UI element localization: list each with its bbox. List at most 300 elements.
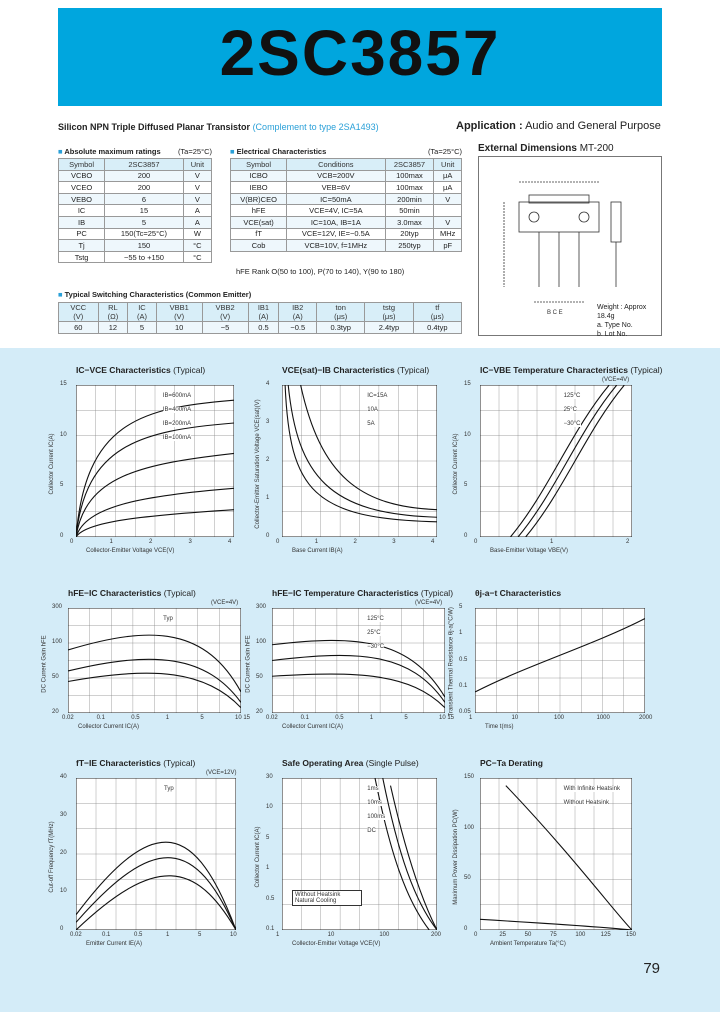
elec-cell: 20typ	[385, 228, 434, 240]
c3-plot	[480, 385, 632, 537]
abs-cell: A	[183, 216, 211, 228]
abs-cell: 5	[105, 216, 184, 228]
elec-cell: VEB=6V	[287, 182, 385, 194]
abs-max-cond: (Ta=25°C)	[177, 147, 212, 156]
c1-xtick: 2	[149, 539, 153, 545]
type-no: a. Type No.	[597, 322, 633, 329]
c3-ytick: 0	[464, 533, 468, 539]
c4-xlabel: Collector Current IC(A)	[78, 724, 140, 730]
c6-xtick: 1	[469, 715, 473, 721]
c9-xtick: 0	[474, 932, 478, 938]
c2-title	[282, 365, 429, 375]
elec-cell: μA	[434, 170, 462, 182]
package-name: MT-200	[579, 143, 614, 154]
abs-cell: 150	[105, 240, 184, 252]
table-row	[231, 182, 462, 194]
switching-title-text: Typical Switching Characteristics (Common Emitter)	[64, 290, 252, 299]
c4-xtick: 0.1	[96, 715, 105, 721]
abs-cell: VEBO	[59, 193, 105, 205]
c7-ytick: 0	[60, 926, 64, 932]
c9-title-text: PC−Ta Derating	[480, 758, 543, 768]
c5-xlabel: Collector Current IC(A)	[282, 724, 344, 730]
c8-xtick: 200	[431, 932, 442, 938]
c4-xtick: 5	[200, 715, 204, 721]
abs-header: Symbol	[59, 159, 105, 171]
elec-header: Unit	[434, 159, 462, 171]
c3-xlabel: Base-Emitter Voltage VBE(V)	[490, 548, 569, 554]
c9-xtick: 125	[600, 932, 611, 938]
sw-header-unit: (μs)	[430, 312, 444, 321]
description: Silicon NPN Triple Diffused Planar Transistor	[58, 122, 251, 132]
sw-cell: −5	[202, 322, 248, 334]
elec-cell: μA	[434, 182, 462, 194]
c5-ytick: 300	[256, 604, 267, 610]
c1-title-text: IC−VCE Characteristics	[76, 365, 171, 375]
c6-xtick: 2000	[639, 715, 653, 721]
abs-cell: 200	[105, 170, 184, 182]
abs-max-table	[58, 158, 212, 263]
c3-cond: (VCE=4V)	[602, 377, 630, 383]
abs-cell: °C	[183, 240, 211, 252]
sw-header-unit: (A)	[292, 312, 303, 321]
elec-cell: V(BR)CEO	[231, 193, 287, 205]
c5-xtick: 5	[404, 715, 408, 721]
c8-xtick: 100	[379, 932, 390, 938]
c2-series-line	[301, 385, 437, 510]
lot-no: b. Lot No.	[597, 331, 628, 338]
package-drawing	[478, 156, 662, 336]
c2-curve-label: 10A	[367, 407, 378, 413]
sw-cell: 0.5	[248, 322, 279, 334]
abs-cell: 150(Tc=25°C)	[105, 228, 184, 240]
c1-typical: (Typical)	[173, 365, 206, 375]
c2-xlabel: Base Current IB(A)	[292, 548, 343, 554]
c2-ytick: 1	[266, 495, 270, 501]
abs-cell: A	[183, 205, 211, 217]
c1-curve-label: IB=200mA	[162, 421, 192, 427]
abs-max-title: ■ Absolute maximum ratings (Ta=25°C)	[58, 147, 212, 156]
c4-ytick: 50	[52, 674, 59, 680]
elec-cell: pF	[434, 240, 462, 252]
elec-cell: 100max	[385, 182, 434, 194]
c1-ytick: 10	[60, 431, 67, 438]
abs-cell: Tstg	[59, 251, 105, 263]
c1-xtick: 1	[109, 539, 113, 545]
c5-title	[272, 588, 453, 598]
c3-xtick: 1	[550, 539, 554, 545]
c2-series-line	[285, 385, 437, 522]
c2-plot	[282, 385, 437, 537]
c8-curve-label: DC	[367, 828, 376, 834]
c8-ytick: 1	[266, 865, 270, 872]
elec-cell: V	[434, 216, 462, 228]
sw-header-name: VBB2	[215, 303, 235, 312]
c7-ytick: 10	[60, 888, 67, 894]
abs-cell: V	[183, 182, 211, 194]
c8-xlabel: Collector-Emitter Voltage VCE(V)	[292, 941, 381, 947]
c4-svg	[68, 608, 241, 713]
c5-svg	[272, 608, 445, 713]
c7-typical: (Typical)	[163, 758, 196, 768]
c7-ylabel: Cut-off Frequency fT(MHz)	[49, 821, 55, 893]
c9-xtick: 50	[524, 932, 532, 938]
abs-cell: 200	[105, 182, 184, 194]
sw-header	[202, 303, 248, 322]
elec-cell: VCE(sat)	[231, 216, 287, 228]
c8-curve-label: 10ms	[367, 800, 382, 806]
c1-ytick: 5	[60, 482, 64, 489]
c1-curve-label: IB=600mA	[162, 393, 192, 399]
c7-title	[76, 758, 195, 768]
c9-plot	[480, 778, 632, 930]
c6-ytick: 5	[459, 604, 463, 610]
c1-curve-label: IB=400mA	[162, 407, 192, 413]
sw-header-unit: (μs)	[382, 312, 396, 321]
table-row	[59, 205, 212, 217]
c9-ytick: 100	[464, 824, 475, 831]
title-banner	[58, 8, 662, 106]
sw-header	[156, 303, 202, 322]
c6-xlabel: Time t(ms)	[485, 724, 514, 730]
c4-xtick: 0.5	[131, 715, 140, 721]
sw-header-name: tstg	[382, 303, 396, 312]
c2-xtick: 1	[314, 539, 319, 545]
c5-ytick: 50	[256, 674, 263, 680]
c3-ylabel: Collector Current IC(A)	[453, 433, 459, 495]
c1-title	[76, 365, 205, 375]
elec-cell: fT	[231, 228, 287, 240]
sw-header-name: RL	[108, 303, 118, 312]
c7-ytick: 20	[60, 850, 67, 856]
c3-xtick: 2	[626, 539, 630, 545]
c2-ytick: 4	[266, 381, 270, 387]
c5-curve-label: 25°C	[367, 630, 381, 636]
c9-xtick: 100	[575, 932, 586, 938]
c4-title	[68, 588, 196, 598]
c4-ytick: 100	[52, 639, 63, 645]
elec-title: ■ Electrical Characteristics (Ta=25°C)	[230, 147, 462, 156]
c7-xtick: 1	[166, 932, 170, 938]
c4-xtick: 1	[165, 715, 170, 721]
elec-cell: VCE=12V, IE=−0.5A	[287, 228, 385, 240]
sw-cell: 2.4typ	[365, 322, 413, 334]
abs-cell: 6	[105, 193, 184, 205]
elec-cell: IEBO	[231, 182, 287, 194]
c2-xtick: 4	[431, 539, 435, 545]
c9-svg	[480, 778, 632, 930]
c9-xtick: 75	[550, 932, 557, 938]
c3-xtick: 0	[474, 539, 478, 545]
c8-ytick: 10	[266, 804, 273, 811]
c8-title	[282, 758, 419, 768]
c2-ytick: 2	[266, 457, 270, 463]
c3-title-text: IC−VBE Temperature Characteristics	[480, 365, 628, 375]
c7-xtick: 0.1	[102, 932, 111, 938]
c8-plot	[282, 778, 437, 930]
elec-cell: 200min	[385, 193, 434, 205]
sw-cell: −0.5	[279, 322, 317, 334]
complement: (Complement to type 2SA1493)	[252, 122, 379, 132]
table-row	[231, 240, 462, 252]
c3-ytick: 5	[464, 482, 468, 489]
c4-ytick: 20	[52, 709, 59, 715]
c2-curve-label: IC=15A	[367, 393, 388, 399]
c1-plot	[76, 385, 234, 537]
weight: Weight : Approx 18.4g	[597, 304, 647, 320]
c3-svg	[480, 385, 632, 537]
c2-ylabel: Collector-Emitter Saturation Voltage VCE(sat)(V)	[255, 399, 261, 529]
sw-cell: 0.3typ	[317, 322, 365, 334]
table-row	[231, 170, 462, 182]
c4-curve-label: Typ	[163, 616, 173, 622]
table-row	[231, 216, 462, 228]
abs-cell: PC	[59, 228, 105, 240]
elec-cell: 50min	[385, 205, 434, 217]
c5-ytick: 100	[256, 639, 267, 645]
c7-xtick: 5	[198, 932, 202, 938]
elec-cell: 3.0max	[385, 216, 434, 228]
c7-cond: (VCE=12V)	[206, 770, 237, 776]
c1-xtick: 0	[70, 539, 74, 545]
c6-title-text: θj-a−t Characteristics	[475, 588, 562, 598]
c9-ytick: 150	[464, 774, 475, 780]
abs-cell: W	[183, 228, 211, 240]
c7-title-text: fT−IE Characteristics	[76, 758, 161, 768]
abs-cell: IB	[59, 216, 105, 228]
elec-cell: hFE	[231, 205, 287, 217]
c7-xlabel: Emitter Current IE(A)	[86, 941, 143, 947]
elec-cell	[434, 205, 462, 217]
c6-ytick: 1	[459, 630, 463, 637]
elec-cell: IC=50mA	[287, 193, 385, 205]
table-row	[59, 182, 212, 194]
c7-curve-label: Typ	[164, 786, 174, 792]
c1-ytick: 15	[60, 381, 67, 387]
abs-cell: −55 to +150	[105, 251, 184, 263]
table-row	[59, 240, 212, 252]
sw-header-name: IC	[138, 303, 146, 312]
sw-header-name: VCC	[70, 303, 87, 312]
page-number: 79	[643, 960, 660, 977]
c3-curve-label: 125°C	[563, 393, 581, 399]
elec-cell: IC=10A, IB=1A	[287, 216, 385, 228]
hfe-rank: hFE Rank O(50 to 100), P(70 to 140), Y(90 to 180)	[236, 267, 405, 276]
elec-cell: 100max	[385, 170, 434, 182]
sw-header	[59, 303, 99, 322]
sw-header-unit: (A)	[136, 312, 147, 321]
sw-cell: 5	[128, 322, 156, 334]
table-row	[59, 193, 212, 205]
c9-ytick: 0	[464, 926, 468, 932]
elec-cell: MHz	[434, 228, 462, 240]
c9-title	[480, 758, 543, 768]
sw-header	[128, 303, 156, 322]
c9-ytick: 50	[464, 875, 471, 882]
c8-ytick: 0.1	[266, 926, 275, 932]
c1-xtick: 3	[188, 539, 192, 545]
c5-typical: (Typical)	[420, 588, 454, 598]
sw-header-name: IB1	[257, 303, 270, 312]
sw-header-unit: (Ω)	[107, 312, 119, 321]
table-row	[231, 205, 462, 217]
sw-header	[413, 303, 461, 322]
sw-header-name: tf	[435, 303, 440, 312]
c6-ytick: 0.05	[459, 709, 471, 715]
c2-ytick: 0	[266, 533, 270, 539]
c5-curve-label: 125°C	[367, 616, 384, 622]
abs-cell: V	[183, 170, 211, 182]
sw-cell: 60	[59, 322, 99, 334]
table-row	[231, 193, 462, 205]
c6-ytick: 0.1	[459, 682, 468, 689]
c8-ytick: 30	[266, 774, 273, 780]
c8-svg	[282, 778, 437, 930]
elec-header: 2SC3857	[385, 159, 434, 171]
c5-xtick: 10 15	[439, 715, 455, 721]
c9-curve-label: Without Heatsink	[563, 800, 609, 806]
sw-header	[365, 303, 413, 322]
abs-cell: IC	[59, 205, 105, 217]
c5-cond: (VCE=4V)	[415, 600, 443, 606]
abs-header: Unit	[183, 159, 211, 171]
c5-xtick: 0.5	[335, 715, 344, 721]
c5-ylabel: DC Current Gain hFE	[245, 634, 251, 693]
table-row	[231, 228, 462, 240]
elec-table	[230, 158, 462, 252]
c5-xtick: 1	[369, 715, 374, 721]
elec-cell: Cob	[231, 240, 287, 252]
elec-header: Symbol	[231, 159, 287, 171]
c5-plot	[272, 608, 445, 713]
c8-typical: (Single Pulse)	[365, 758, 419, 768]
c6-ytick: 0.5	[459, 656, 468, 663]
application	[456, 120, 661, 132]
c4-typical: (Typical)	[163, 588, 196, 598]
c2-curve-label: 5A	[367, 421, 375, 427]
elec-cell: ICBO	[231, 170, 287, 182]
c6-plot	[475, 608, 645, 713]
c8-ytick: 5	[266, 834, 270, 841]
c2-ytick: 3	[266, 419, 270, 425]
c6-xtick: 1000	[596, 715, 610, 721]
c9-ylabel: Maximum Power Dissipation PC(W)	[453, 809, 459, 905]
c6-xtick: 10	[511, 715, 519, 721]
c6-ylabel: Transient Thermal Resistance θj-a(°C/W)	[448, 606, 454, 716]
sw-header-unit: (V)	[174, 312, 185, 321]
c3-title	[480, 365, 662, 375]
abs-cell: VCEO	[59, 182, 105, 194]
c1-xlabel: Collector-Emitter Voltage VCE(V)	[86, 548, 175, 554]
elec-cell: VCB=200V	[287, 170, 385, 182]
c9-xtick: 25	[499, 932, 507, 938]
c9-curve-label: With Infinite Heatsink	[563, 786, 620, 792]
c4-ylabel: DC Current Gain hFE	[41, 634, 47, 693]
c4-title-text: hFE−IC Characteristics	[68, 588, 162, 598]
c8-curve-label: 1ms	[367, 786, 379, 792]
c3-typical: (Typical)	[630, 365, 663, 375]
c2-xtick: 3	[392, 539, 396, 545]
c2-series-line	[288, 385, 437, 517]
abs-header: 2SC3857	[105, 159, 184, 171]
c7-xtick: 0.5	[134, 932, 143, 938]
c4-xtick: 10 15	[235, 715, 251, 721]
c8-note: Without Heatsink Natural Cooling	[292, 890, 362, 906]
elec-cell: V	[434, 193, 462, 205]
table-row	[59, 170, 212, 182]
c1-curve-label: IB=100mA	[162, 435, 192, 441]
elec-header: Conditions	[287, 159, 385, 171]
c1-xtick: 4	[228, 539, 232, 545]
c8-series-line	[391, 786, 438, 930]
c7-ytick: 40	[60, 774, 67, 780]
c7-xtick: 0.02	[70, 932, 82, 938]
c1-svg	[76, 385, 234, 537]
switching-table	[58, 302, 462, 334]
abs-cell: VCBO	[59, 170, 105, 182]
ext-dim-label: External Dimensions	[478, 143, 577, 154]
c8-xtick: 1	[276, 932, 280, 938]
c2-xtick: 0	[276, 539, 280, 545]
elec-cell: 250typ	[385, 240, 434, 252]
application-value: Audio and General Purpose	[525, 120, 661, 132]
switching-title: ■ Typical Switching Characteristics (Common Emitter)	[58, 290, 252, 299]
sw-header-unit: (μs)	[334, 312, 348, 321]
c1-ylabel: Collector Current IC(A)	[49, 433, 55, 495]
subtitle	[58, 122, 379, 132]
sw-header-name: ton	[335, 303, 346, 312]
sw-cell: 10	[156, 322, 202, 334]
c2-title-text: VCE(sat)−IB Characteristics	[282, 365, 395, 375]
c4-ytick: 300	[52, 604, 63, 610]
c5-xtick: 0.02	[266, 715, 278, 721]
c5-xtick: 0.1	[300, 715, 309, 721]
abs-max-title-text: Absolute maximum ratings	[64, 147, 161, 156]
table-row	[59, 228, 212, 240]
c3-ytick: 10	[464, 431, 471, 438]
sw-header	[317, 303, 365, 322]
pkg-notes	[597, 303, 661, 339]
elec-title-text: Electrical Characteristics	[236, 147, 327, 156]
elec-cond: (Ta=25°C)	[427, 147, 462, 156]
c7-plot	[76, 778, 236, 930]
c7-ytick: 30	[60, 812, 67, 818]
ext-dim-title	[478, 143, 614, 154]
c4-xtick: 0.02	[62, 715, 74, 721]
c4-plot	[68, 608, 241, 713]
c6-title	[475, 588, 561, 598]
pin-label: B C E	[547, 310, 563, 316]
c6-xtick: 100	[554, 715, 565, 721]
c5-curve-label: −30°C	[367, 644, 385, 650]
sw-header-unit: (V)	[220, 312, 231, 321]
c8-title-text: Safe Operating Area	[282, 758, 364, 768]
sw-header-unit: (V)	[73, 312, 84, 321]
abs-cell: 15	[105, 205, 184, 217]
application-label: Application :	[456, 120, 523, 132]
abs-cell: °C	[183, 251, 211, 263]
c7-xtick: 10	[230, 932, 237, 938]
c8-curve-label: 100ms	[367, 814, 386, 820]
elec-cell: VCB=10V, f=1MHz	[287, 240, 385, 252]
sw-cell: 12	[98, 322, 128, 334]
c3-ytick: 15	[464, 381, 471, 387]
c5-title-text: hFE−IC Temperature Characteristics	[272, 588, 419, 598]
c8-ylabel: Collector Current IC(A)	[255, 826, 261, 888]
part-number: 2SC3857	[219, 17, 501, 89]
c3-curve-label: −30°C	[563, 421, 581, 427]
table-row	[59, 322, 462, 334]
elec-cell: VCE=4V, IC=5A	[287, 205, 385, 217]
